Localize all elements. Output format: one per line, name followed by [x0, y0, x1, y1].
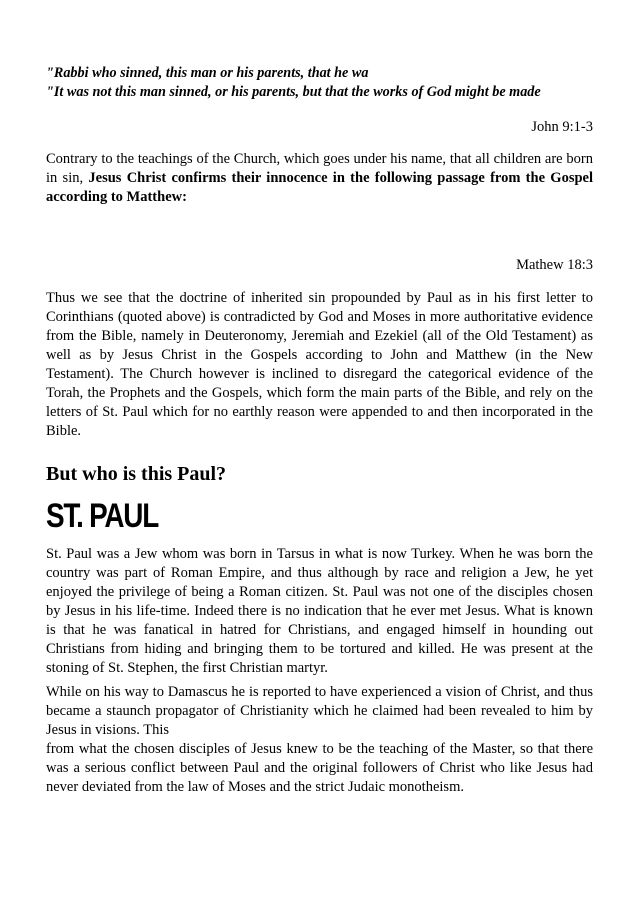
paragraph-innocence-bold: Jesus Christ confirms their innocence in the following passage from the Gospel according to Matthew: [46, 170, 593, 205]
paragraph-innocence-text: Contrary to the teachings of the Church, which goes under his name, that all children are born in sin, [46, 151, 593, 186]
subheading: But who is this Paul? [46, 463, 227, 485]
paragraph-innocence [46, 150, 593, 207]
quote-line-2: "It was not this man sinned, or his parents, but that the works of God might be made [46, 84, 541, 100]
quote-reference: John 9:1-3 [531, 119, 593, 135]
matthew-reference: Mathew 18:3 [516, 257, 593, 273]
paragraph-inherited-sin: Thus we see that the doctrine of inherited sin propounded by Paul as in his first letter to Corinthians (quoted above) is contradicted by God and Moses in more authoritative evidence from the Bible, namely in Deuteronomy, Jeremiah and Ezekiel (all of the Old Testament) as well as by Jesus Christ in the Gospels according to John and Matthew (in the New Testament). The Church however is inclined to disregard the categorical evidence of the Torah, the Prophets and the Gospels, which form the main parts of the Bible, and rely on the letters of St. Paul which for no earthly reason were appended to and then incorporated in the Bible. [46, 290, 593, 439]
paragraph-damascus-part2: from what the chosen disciples of Jesus knew to be the teaching of the Master, so that there was a serious conflict between Paul and the original followers of Christ who like Jesus had never deviated from the law of Moses and the strict Judaic monotheism. [46, 741, 593, 795]
page-title: ST. PAUL [46, 497, 159, 535]
paragraph-damascus [46, 683, 593, 797]
quote-line-1: "Rabbi who sinned, this man or his parents, that he wa [46, 65, 369, 81]
paragraph-damascus-part1: While on his way to Damascus he is reported to have experienced a vision of Christ, and thus became a staunch propagator of Christianity which he claimed had been revealed to him by Jesus in visions. This [46, 684, 593, 738]
paragraph-biography: St. Paul was a Jew whom was born in Tarsus in what is now Turkey. When he was born the country was part of Roman Empire, and thus although by race and religion a Jew, he yet enjoyed the privilege of being a Roman citizen. St. Paul was not one of the disciples chosen by Jesus in his life-time. Indeed there is no indication that he ever met Jesus. What is known is that he was fanatical in hatred for Christians, and engaged himself in hounding out Christians from hiding and bringing them to be tortured and killed. He was present at the stoning of St. Stephen, the first Christian martyr. [46, 546, 593, 676]
